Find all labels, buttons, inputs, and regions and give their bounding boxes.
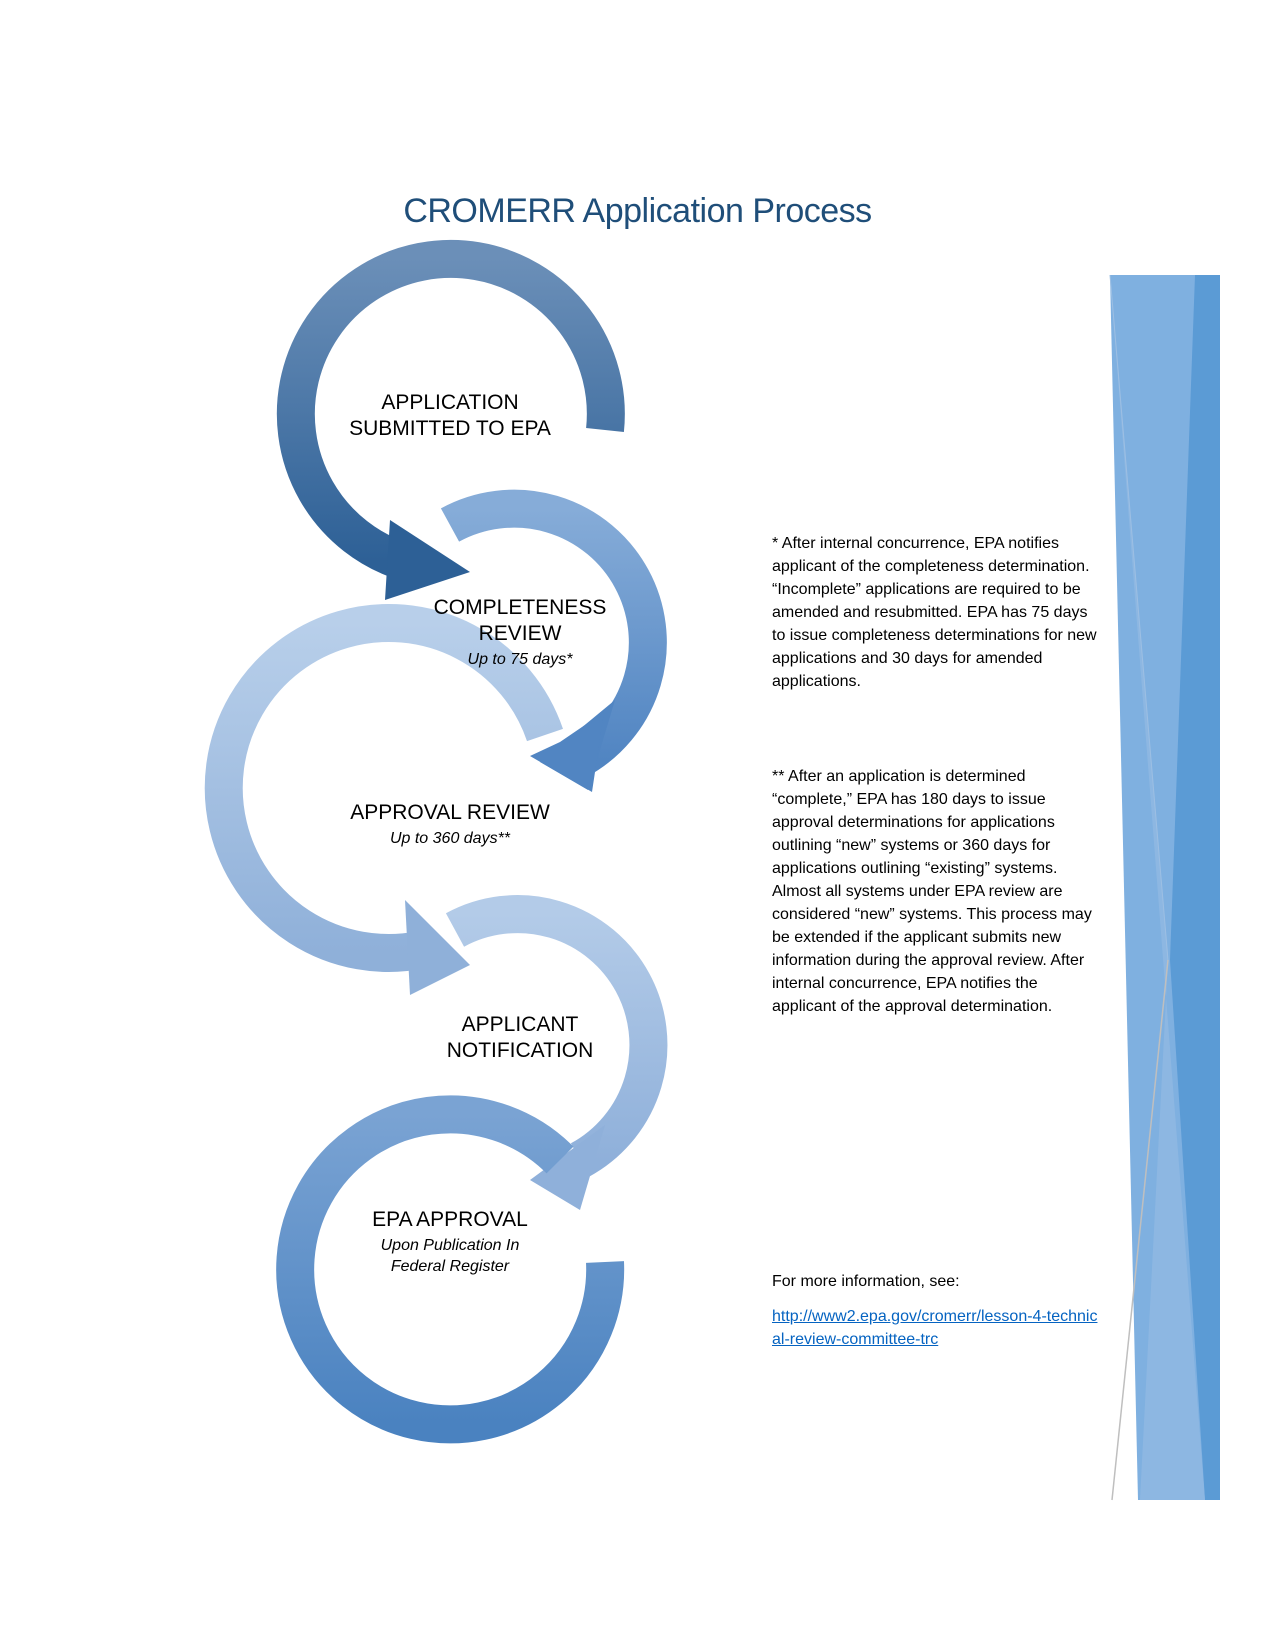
stage-duration: Up to 360 days** xyxy=(389,830,511,847)
more-info-link[interactable]: http://www2.epa.gov/cromerr/lesson-4-technical-review-committee-trc xyxy=(772,1308,1098,1348)
note-approval: ** After an application is determined “complete,” EPA has 180 days to issue approval determinations for applications outlining “new” systems or 360 days for applications outlining “existing” systems. Almost all systems under EPA review are considered “new” systems. This process may be extended if the applicant submits new information during the approval review. After internal concurrence, EPA notifies the applicant of the approval determination. xyxy=(772,768,1092,1015)
stage-label: APPLICATION SUBMITTED TO EPA xyxy=(349,391,551,440)
stage-approval-review xyxy=(330,800,570,849)
stage-application-submitted xyxy=(330,390,570,442)
stage-duration: Upon Publication In Federal Register xyxy=(380,1237,520,1275)
note-completeness: * After internal concurrence, EPA notifies applicant of the completeness determination. “Incomplete” applications are required to be amended and resubmitted. EPA has 75 days to issue completeness determinations for new applications and 30 days for amended applications. xyxy=(772,535,1097,690)
page-title: CROMERR Application Process xyxy=(403,192,872,230)
stage-label: APPROVAL REVIEW xyxy=(350,801,550,824)
stage-label: COMPLETENESS REVIEW xyxy=(433,596,607,645)
stage-duration: Up to 75 days* xyxy=(467,651,573,668)
more-info-label: For more information, see: xyxy=(772,1273,960,1290)
stage-label: APPLICANT NOTIFICATION xyxy=(446,1013,594,1062)
stage-epa-approval xyxy=(330,1207,570,1277)
stage-applicant-notification xyxy=(410,1012,630,1064)
stage-label: EPA APPROVAL xyxy=(372,1208,528,1231)
stage-completeness-review xyxy=(410,595,630,670)
